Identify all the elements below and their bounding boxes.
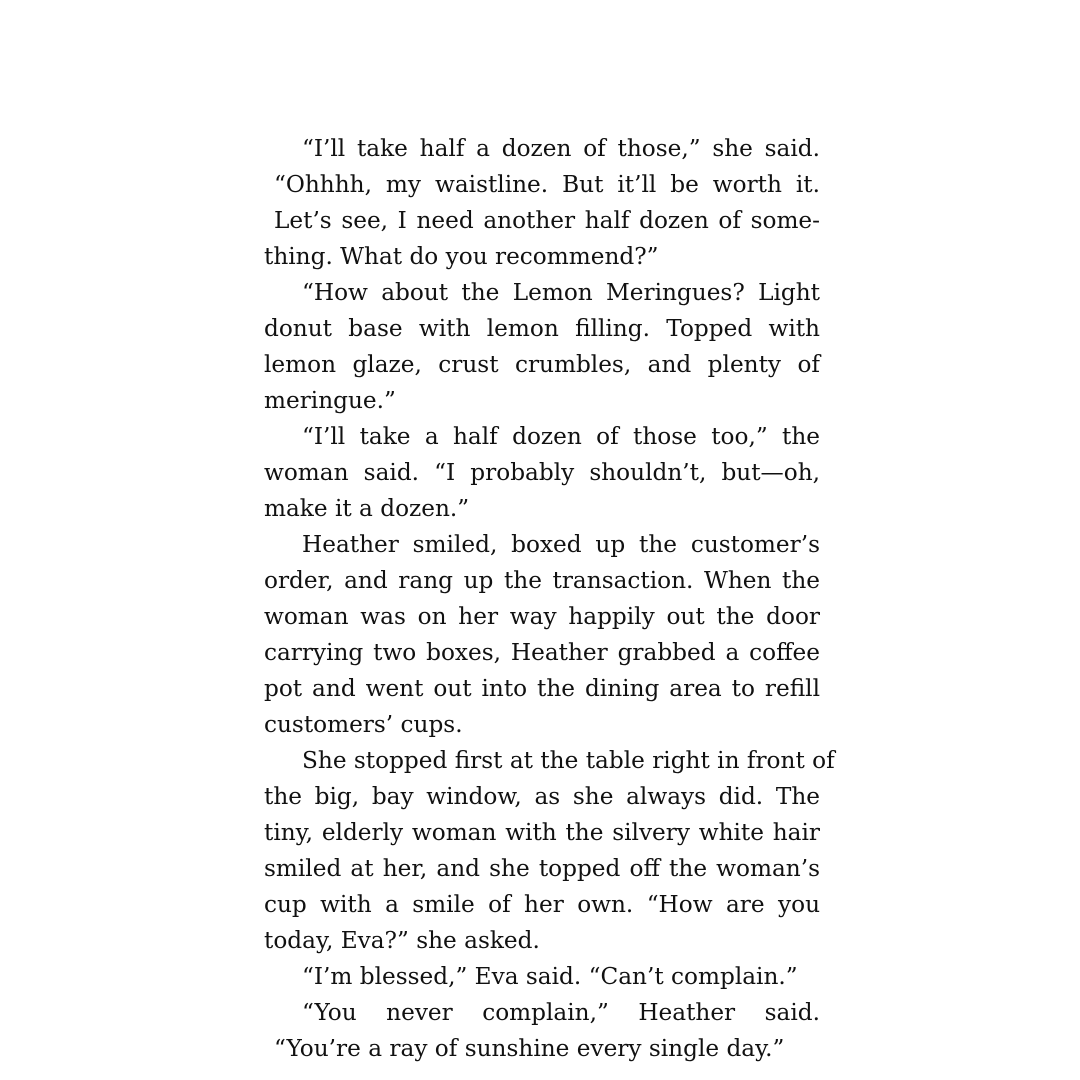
text-line: donut base with lemon filling. Topped with: [264, 315, 820, 342]
text-line: Let’s see, I need another half dozen of some-: [274, 207, 820, 234]
book-page: [264, 131, 835, 1067]
text-line: today, Eva?” she asked.: [264, 927, 540, 954]
text-line: “You never complain,” Heather said.: [302, 999, 820, 1026]
text-line: “I’ll take half a dozen of those,” she said.: [302, 135, 820, 162]
text-line: order, and rang up the transaction. When the: [264, 567, 820, 594]
text-line: lemon glaze, crust crumbles, and plenty of: [264, 351, 820, 378]
text-line: cup with a smile of her own. “How are you: [264, 891, 820, 918]
text-line: customers’ cups.: [264, 711, 463, 738]
text-line: Heather smiled, boxed up the customer’s: [302, 531, 820, 558]
text-line: woman said. “I probably shouldn’t, but—oh,: [264, 459, 820, 486]
text-line: “How about the Lemon Meringues? Light: [302, 279, 820, 306]
text-line: smiled at her, and she topped off the woman’s: [264, 855, 820, 882]
text-line: woman was on her way happily out the door: [264, 603, 820, 630]
text-line: tiny, elderly woman with the silvery white hair: [264, 819, 820, 846]
text-line: meringue.”: [264, 387, 396, 414]
text-line: carrying two boxes, Heather grabbed a coffee: [264, 639, 820, 666]
text-line: “Ohhhh, my waistline. But it’ll be worth it.: [274, 171, 820, 198]
text-line: thing. What do you recommend?”: [264, 243, 659, 270]
text-line: pot and went out into the dining area to refill: [264, 675, 820, 702]
text-line: the big, bay window, as she always did. The: [264, 783, 820, 810]
text-line: “I’ll take a half dozen of those too,” the: [302, 423, 820, 450]
text-line: “I’m blessed,” Eva said. “Can’t complain.”: [302, 963, 798, 990]
text-line: She stopped first at the table right in front of: [302, 747, 835, 774]
text-line: make it a dozen.”: [264, 495, 470, 522]
text-line: “You’re a ray of sunshine every single day.”: [274, 1035, 785, 1062]
